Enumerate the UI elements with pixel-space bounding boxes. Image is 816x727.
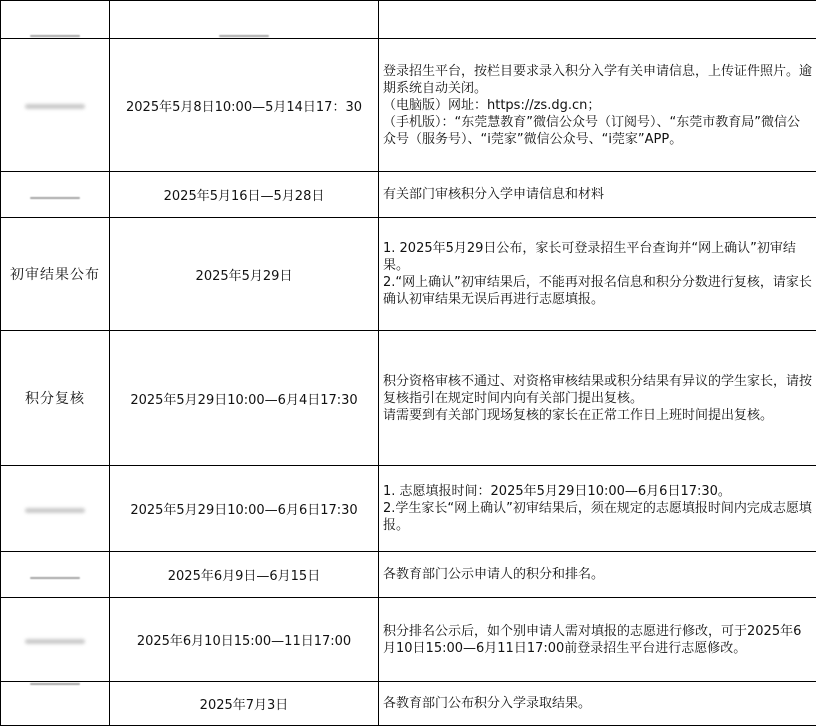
table-row: [1, 39, 816, 172]
description-cell: [379, 331, 816, 466]
description-cell: [379, 598, 816, 682]
smudged-stage-mark: [30, 577, 80, 579]
table-row: [1, 1, 816, 39]
description-line: 各教育部门公布积分入学录取结果。: [383, 696, 592, 711]
table-row: [1, 552, 816, 598]
smudged-stage-mark: [30, 683, 80, 685]
description-line: 积分排名公示后，如个别申请人需对填报的志愿进行修改，可于2025年6月10日15:00—6月11日17:00前登录招生平台进行志愿修改。: [383, 623, 802, 656]
stage-cell: [1, 466, 110, 552]
blurred-stage-label: [25, 508, 85, 513]
description-cell: [379, 39, 816, 172]
description-line: 1. 志愿填报时间：2025年5月29日10:00—6月6日17:30。: [383, 484, 731, 499]
time-cell: [110, 1, 379, 39]
description-line: 有关部门审核积分入学申请信息和材料: [383, 187, 605, 202]
stage-cell: 初审结果公布: [1, 218, 110, 331]
table-row: [1, 218, 816, 331]
blurred-stage-label: [25, 639, 85, 644]
description-cell: [379, 682, 816, 726]
table-row: [1, 598, 816, 682]
time-cell: 2025年5月8日10:00—5月14日17：30: [110, 39, 379, 172]
description-cell: [379, 1, 816, 39]
table-row: [1, 172, 816, 218]
description-line: 请需要到有关部门现场复核的家长在正常工作日上班时间提出复核。: [383, 407, 774, 423]
table-row: [1, 682, 816, 726]
description-line: 2.“网上确认”初审结果后，不能再对报名信息和积分分数进行复核，请家长确认初审结果无误后再进行志愿填报。: [383, 275, 812, 307]
description-line: 登录招生平台，按栏目要求录入积分入学有关申请信息，上传证件照片。逾期系统自动关闭。: [383, 63, 813, 96]
description-cell: [379, 552, 816, 598]
description-line: （手机版）：“东莞慧教育”微信公众号（订阅号）、“东莞市教育局”微信公众号（服务号）、“i莞家”微信公众号、“i莞家”APP。: [383, 114, 800, 147]
time-cell: 2025年5月29日: [110, 218, 379, 331]
smudged-time-mark: [219, 35, 269, 37]
description-line: 积分资格审核不通过、对资格审核结果或积分结果有异议的学生家长，请按复核指引在规定时间内向有关部门提出复核。: [383, 373, 813, 406]
description-line: 2.学生家长“网上确认”初审结果后，须在规定的志愿填报时间内完成志愿填报。: [383, 501, 812, 533]
time-cell: 2025年6月9日—6月15日: [110, 552, 379, 598]
stage-cell: 积分复核: [1, 331, 110, 466]
blurred-stage-label: [25, 104, 85, 109]
stage-cell: [1, 172, 110, 218]
description-cell: [379, 218, 816, 331]
smudged-stage-mark: [30, 35, 80, 37]
stage-cell: [1, 598, 110, 682]
stage-cell: [1, 39, 110, 172]
stage-cell: [1, 682, 110, 726]
stage-cell: [1, 1, 110, 39]
description-cell: [379, 172, 816, 218]
table-row: [1, 331, 816, 466]
time-cell: 2025年5月29日10:00—6月6日17:30: [110, 466, 379, 552]
description-line: （电脑版）网址：https://zs.dg.cn；: [383, 97, 601, 113]
time-cell: 2025年6月10日15:00—11日17:00: [110, 598, 379, 682]
description-line: 1. 2025年5月29日公布，家长可登录招生平台查询并“网上确认”初审结果。: [383, 241, 796, 273]
smudged-stage-mark: [30, 197, 80, 199]
stage-cell: [1, 552, 110, 598]
table-row: [1, 466, 816, 552]
description-line: 各教育部门公示申请人的积分和排名。: [383, 567, 605, 582]
time-cell: 2025年5月29日10:00—6月4日17:30: [110, 331, 379, 466]
time-cell: 2025年7月3日: [110, 682, 379, 726]
description-cell: [379, 466, 816, 552]
time-cell: 2025年5月16日—5月28日: [110, 172, 379, 218]
